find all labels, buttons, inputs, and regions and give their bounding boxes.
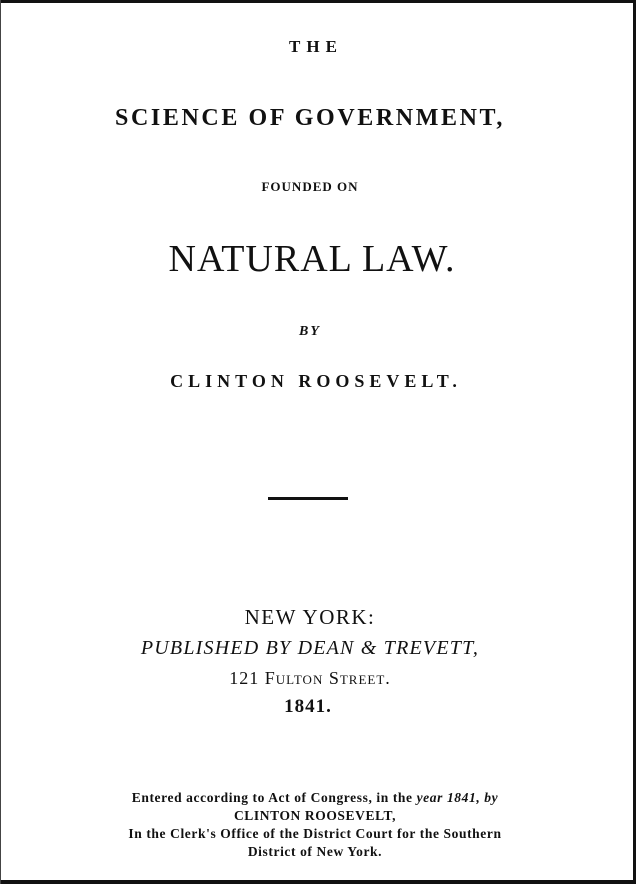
book-subtitle: NATURAL LAW. [168, 238, 456, 280]
title-article: THE [289, 37, 343, 56]
divider-rule [268, 497, 348, 500]
by-label: BY [299, 324, 321, 339]
page-border-bottom [0, 880, 636, 884]
imprint-year: 1841. [284, 696, 332, 717]
copyright-line-1-text: Entered according to Act of Congress, in the [131, 790, 417, 805]
page-border-left [0, 0, 1, 884]
copyright-line-4: District of New York. [247, 844, 383, 859]
copyright-line-3: In the Clerk's Office of the District Court for the Southern [128, 826, 502, 841]
imprint-address: 121 Fulton Street. [229, 668, 391, 688]
imprint-city: NEW YORK: [244, 605, 376, 629]
copyright-line-2: CLINTON ROOSEVELT, [233, 808, 397, 823]
author-name: CLINTON ROOSEVELT. [170, 371, 462, 391]
title-connector: FOUNDED ON [261, 179, 359, 194]
page-border-top [0, 0, 636, 3]
copyright-line-1-year: year 1841, by [416, 790, 499, 805]
copyright-notice [20, 789, 610, 861]
book-title: SCIENCE OF GOVERNMENT, [115, 105, 505, 131]
imprint-publisher: PUBLISHED BY DEAN & TREVETT, [140, 637, 480, 659]
copyright-line-1 [20, 789, 610, 807]
